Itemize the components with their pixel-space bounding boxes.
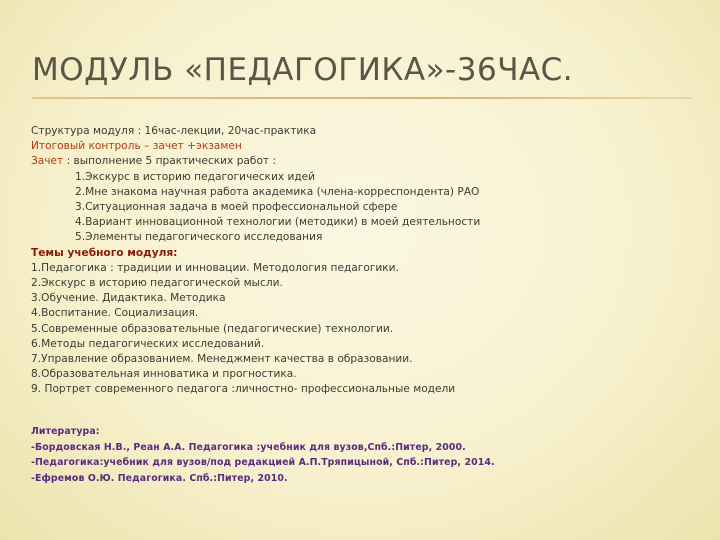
- topic-item: 5.Современные образовательные (педагогические) технологии.: [31, 322, 394, 335]
- topic-item: 1.Педагогика : традиции и инновации. Методология педагогики.: [31, 261, 399, 274]
- literature-heading: Литература:: [31, 426, 100, 437]
- slide-title: МОДУЛЬ «ПЕДАГОГИКА»-36ЧАС.: [32, 52, 574, 88]
- slide-body: [31, 124, 701, 398]
- literature-item: -Бордовская Н.В., Реан А.А. Педагогика :учебник для вузов,Спб.:Питер, 2000.: [31, 441, 466, 453]
- literature-section: [31, 424, 701, 486]
- topic-item: 3.Обучение. Дидактика. Методика: [31, 292, 226, 305]
- final-control: Итоговый контроль – зачет +экзамен: [31, 140, 242, 153]
- topic-item: 4.Воспитание. Социализация.: [31, 307, 199, 320]
- work-item: 2.Мне знакома научная работа академика (члена-корреспондента) РАО: [75, 185, 480, 198]
- topic-item: 9. Портрет современного педагога :личностно- профессиональные модели: [31, 383, 456, 396]
- topics-heading: Темы учебного модуля:: [31, 246, 178, 259]
- topic-item: 2.Экскурс в историю педагогической мысли.: [31, 277, 283, 290]
- zachet-line: [31, 154, 701, 169]
- literature-item: -Педагогика:учебник для вузов/под редакцией А.П.Тряпицыной, Спб.:Питер, 2014.: [31, 457, 495, 469]
- work-item: 4.Вариант инновационной технологии (методики) в моей деятельности: [75, 216, 481, 229]
- literature-item: -Ефремов О.Ю. Педагогика. Спб.:Питер, 2010.: [31, 472, 288, 484]
- work-item: 5.Элементы педагогического исследования: [75, 231, 323, 244]
- title-divider: [32, 97, 692, 99]
- module-structure: Структура модуля : 16час-лекции, 20час-практика: [31, 125, 317, 137]
- topic-item: 8.Образовательная инноватика и прогностика.: [31, 368, 297, 381]
- work-item: 3.Ситуационная задача в моей профессиональной сфере: [75, 201, 398, 214]
- zachet-label: Зачет: [31, 155, 64, 168]
- topic-item: 6.Методы педагогических исследований.: [31, 337, 265, 350]
- zachet-text: : выполнение 5 практических работ :: [63, 155, 277, 168]
- work-item: 1.Экскурс в историю педагогических идей: [75, 170, 316, 183]
- topic-item: 7.Управление образованием. Менеджмент качества в образовании.: [31, 353, 413, 366]
